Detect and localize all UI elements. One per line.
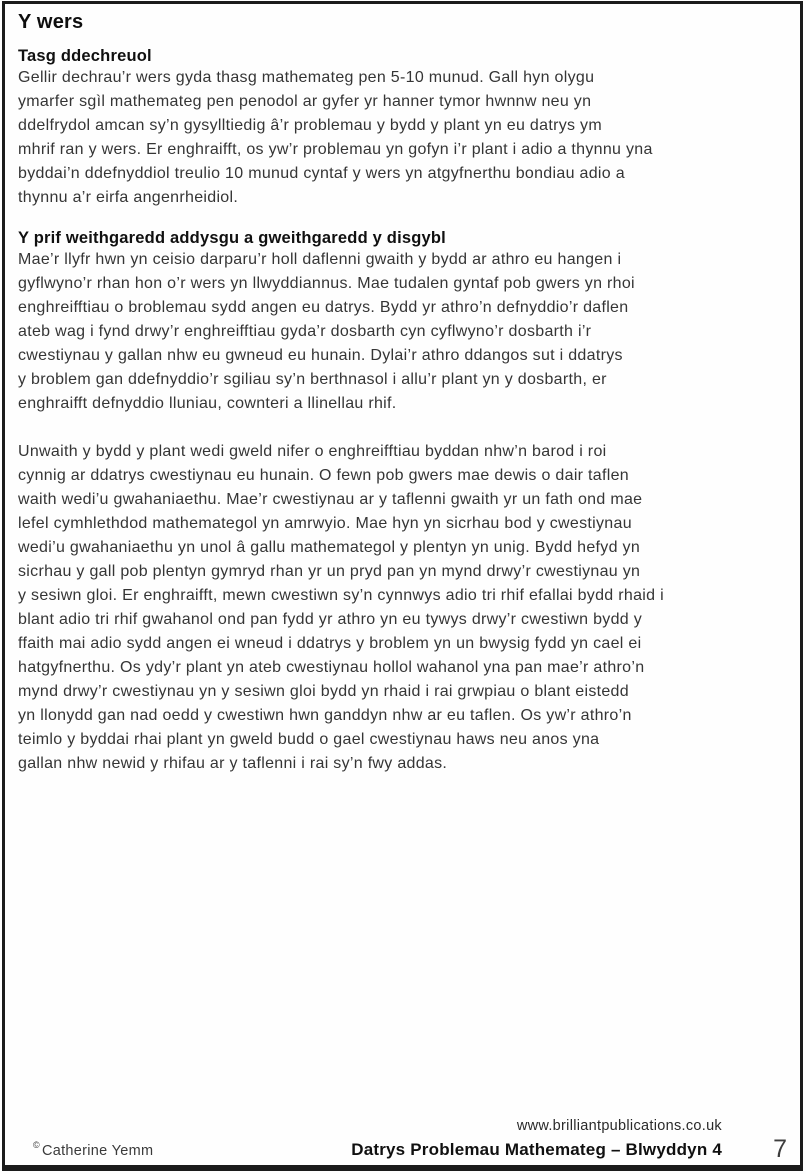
paragraph-line: enghraifft defnyddio lluniau, cownteri a llinellau rhif.	[18, 395, 397, 412]
paragraph-line: mynd drwy’r cwestiynau yn y sesiwn gloi bydd yn rhaid i rai grwpiau o blant eistedd	[18, 683, 629, 700]
paragraph-line: wedi’u gwahaniaethu yn unol â gallu mathemategol y plentyn yn unig. Bydd hefyd yn	[18, 539, 641, 556]
copyright-notice	[33, 1140, 153, 1159]
publisher-website: www.brilliantpublications.co.uk	[516, 1118, 722, 1134]
page-content	[5, 4, 800, 776]
paragraph-line: thynnu a’r eirfa angenrheidiol.	[18, 189, 239, 206]
page-title: Y wers	[18, 11, 84, 33]
paragraph-line: Gellir dechrau’r wers gyda thasg mathemateg pen 5-10 munud. Gall hyn olygu	[18, 69, 595, 86]
paragraph-line: hatgyfnerthu. Os ydy’r plant yn ateb cwestiynau hollol wahanol yna pan mae’r athro’n	[18, 659, 645, 676]
paragraph-line: mhrif ran y wers. Er enghraifft, os yw’r problemau yn gofyn i’r plant i adio a thynnu yna	[18, 141, 653, 158]
paragraph-line: lefel cymhlethdod mathemategol yn amrwyio. Mae hyn yn sicrhau bod y cwestiynau	[18, 515, 632, 532]
paragraph-line: gyflwyno’r rhan hon o’r wers yn llwyddiannus. Mae tudalen gyntaf pob gwers yn rhoi	[18, 275, 635, 292]
paragraph-line: yn llonydd gan nad oedd y cwestiwn hwn ganddyn nhw ar eu taflen. Os yw’r athro’n	[18, 707, 632, 724]
paragraph-line: gallan nhw newid y rhifau ar y taflenni i rai sy’n fwy addas.	[18, 755, 448, 772]
paragraph-line: waith wedi’u gwahaniaethu. Mae’r cwestiynau ar y taflenni gwaith yr un fath ond mae	[18, 491, 643, 508]
paragraph-line: ddelfrydol amcan sy’n gysylltiedig â’r problemau y bydd y plant yn eu datrys ym	[18, 117, 602, 134]
section-heading-initial-task: Tasg ddechreuol	[18, 47, 152, 65]
paragraph-line: enghreifftiau o broblemau sydd angen eu datrys. Bydd yr athro’n defnyddio’r daflen	[18, 299, 629, 316]
paragraph-line: ffaith mai adio sydd angen ei wneud i ddatrys y broblem yn un bwysig fydd yn cael ei	[18, 635, 642, 652]
paragraph-line: cynnig ar ddatrys cwestiynau eu hunain. O fewn pob gwers mae dewis o dair taflen	[18, 467, 629, 484]
paragraph-line: cwestiynau y gallan nhw eu gwneud eu hunain. Dylai’r athro ddangos sut i ddatrys	[18, 347, 623, 364]
paragraph-line: teimlo y byddai rhai plant yn gweld budd o gael cwestiynau haws neu anos yna	[18, 731, 600, 748]
copyright-name: Catherine Yemm	[41, 1143, 154, 1159]
paragraph-line: Mae’r llyfr hwn yn ceisio darparu’r holl daflenni gwaith y bydd ar athro eu hangen i	[18, 251, 622, 268]
paragraph-line: y broblem gan ddefnyddio’r sgiliau sy’n berthnasol i allu’r plant yn y dosbarth, er	[18, 371, 607, 388]
paragraph-line: sicrhau y gall pob plentyn gymryd rhan yr un pryd pan yn mynd drwy’r cwestiynau yn	[18, 563, 641, 580]
paragraph-line: ateb wag i fynd drwy’r enghreifftiau gyda’r dosbarth cyn cyflwyno’r dosbarth i’r	[18, 323, 592, 340]
paragraph-line: byddai’n ddefnyddiol treulio 10 munud cyntaf y wers yn atgyfnerthu bondiau adio a	[18, 165, 625, 182]
section-heading-main-activity: Y prif weithgaredd addysgu a gweithgaredd y disgybl	[18, 229, 446, 247]
page-number: 7	[773, 1135, 787, 1163]
paragraph-main-activity	[18, 248, 772, 416]
paragraph-line: blant adio tri rhif gwahanol ond pan fydd yr athro yn eu tywys drwy’r cwestiwn bydd y	[18, 611, 643, 628]
paragraph-line: Unwaith y bydd y plant wedi gweld nifer o enghreifftiau byddan nhw’n barod i roi	[18, 443, 607, 460]
paragraph-line: ymarfer sgìl mathemateg pen penodol ar gyfer yr hanner tymor hwnnw neu yn	[18, 93, 592, 110]
paragraph-worksheets	[18, 440, 772, 776]
copyright-symbol: ©	[33, 1140, 40, 1150]
book-title: Datrys Problemau Mathemateg – Blwyddyn 4	[351, 1140, 722, 1159]
paragraph-line: y sesiwn gloi. Er enghraifft, mewn cwestiwn sy’n cynnwys adio tri rhif efallai bydd rhaid i	[18, 587, 664, 604]
paragraph-initial-task	[18, 66, 772, 210]
